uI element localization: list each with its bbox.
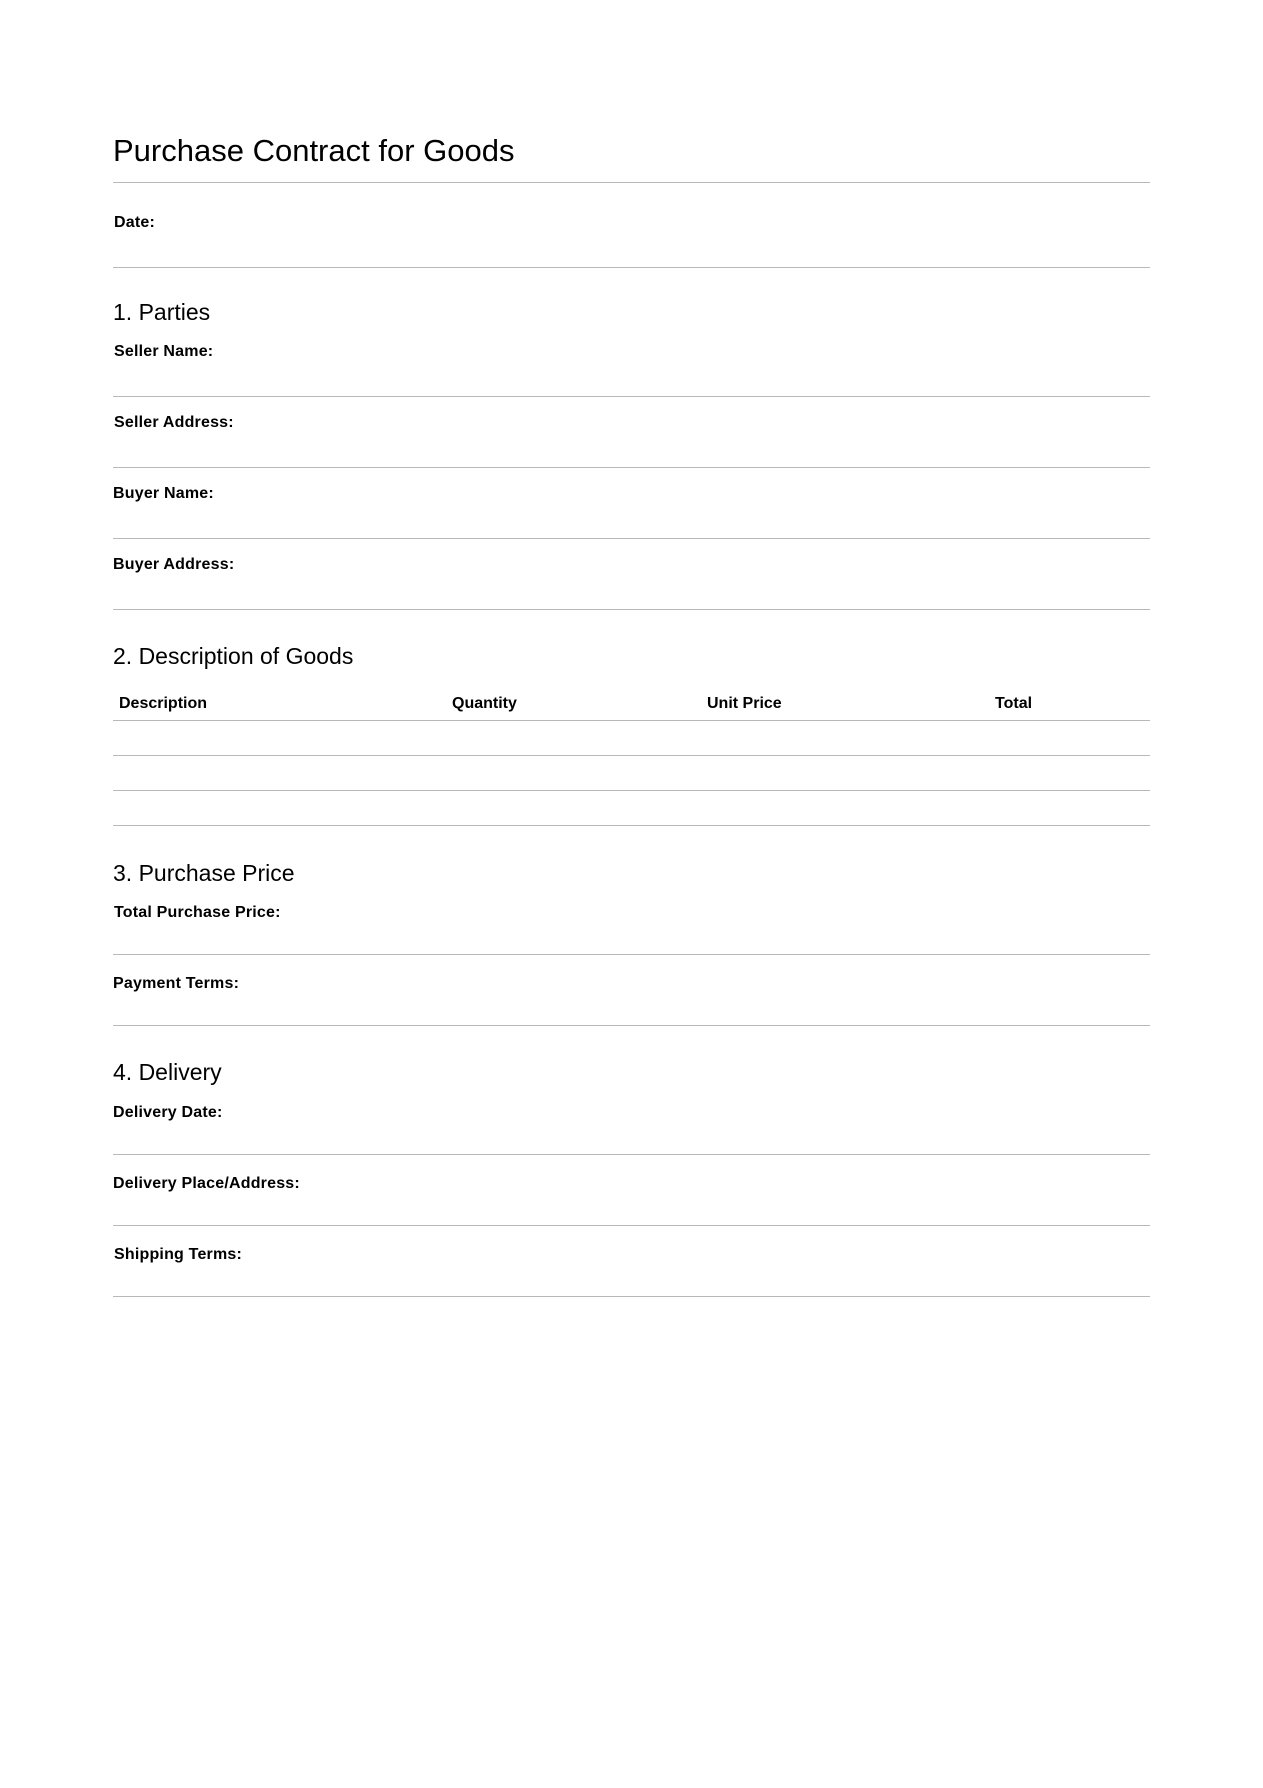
date-field[interactable] <box>113 183 1150 267</box>
payment-terms-field[interactable] <box>113 955 1150 1025</box>
payment-terms-label: Payment Terms: <box>113 975 240 992</box>
seller-name-field[interactable] <box>113 335 1150 396</box>
seller-name-label: Seller Name: <box>114 343 214 360</box>
document-title: Purchase Contract for Goods <box>113 132 515 168</box>
column-header-description: Description <box>119 695 208 712</box>
buyer-address-label: Buyer Address: <box>113 556 235 573</box>
section-heading-delivery: 4. Delivery <box>113 1059 222 1085</box>
section-heading-parties: 1. Parties <box>113 299 211 325</box>
delivery-date-label: Delivery Date: <box>113 1104 223 1121</box>
table-row-line <box>113 825 1150 826</box>
column-header-total: Total <box>995 695 1033 712</box>
buyer-name-field[interactable] <box>113 468 1150 538</box>
shipping-terms-field[interactable] <box>113 1226 1150 1296</box>
section-heading-purchase-price: 3. Purchase Price <box>113 860 295 886</box>
table-row[interactable] <box>113 721 1150 755</box>
date-line <box>113 267 1150 268</box>
shipping-terms-line <box>113 1296 1150 1297</box>
delivery-date-field[interactable] <box>113 1095 1150 1154</box>
seller-address-field[interactable] <box>113 397 1150 467</box>
seller-address-label: Seller Address: <box>114 414 234 431</box>
table-row[interactable] <box>113 791 1150 825</box>
shipping-terms-label: Shipping Terms: <box>114 1246 243 1263</box>
table-row[interactable] <box>113 756 1150 790</box>
section-heading-goods: 2. Description of Goods <box>113 643 354 669</box>
payment-terms-line <box>113 1025 1150 1026</box>
column-header-unit-price: Unit Price <box>707 695 782 712</box>
column-header-quantity: Quantity <box>452 695 517 712</box>
buyer-address-line <box>113 609 1150 610</box>
total-purchase-price-label: Total Purchase Price: <box>114 904 281 921</box>
buyer-address-field[interactable] <box>113 539 1150 609</box>
buyer-name-label: Buyer Name: <box>113 485 214 502</box>
date-label: Date: <box>114 214 156 231</box>
delivery-place-label: Delivery Place/Address: <box>113 1175 300 1192</box>
